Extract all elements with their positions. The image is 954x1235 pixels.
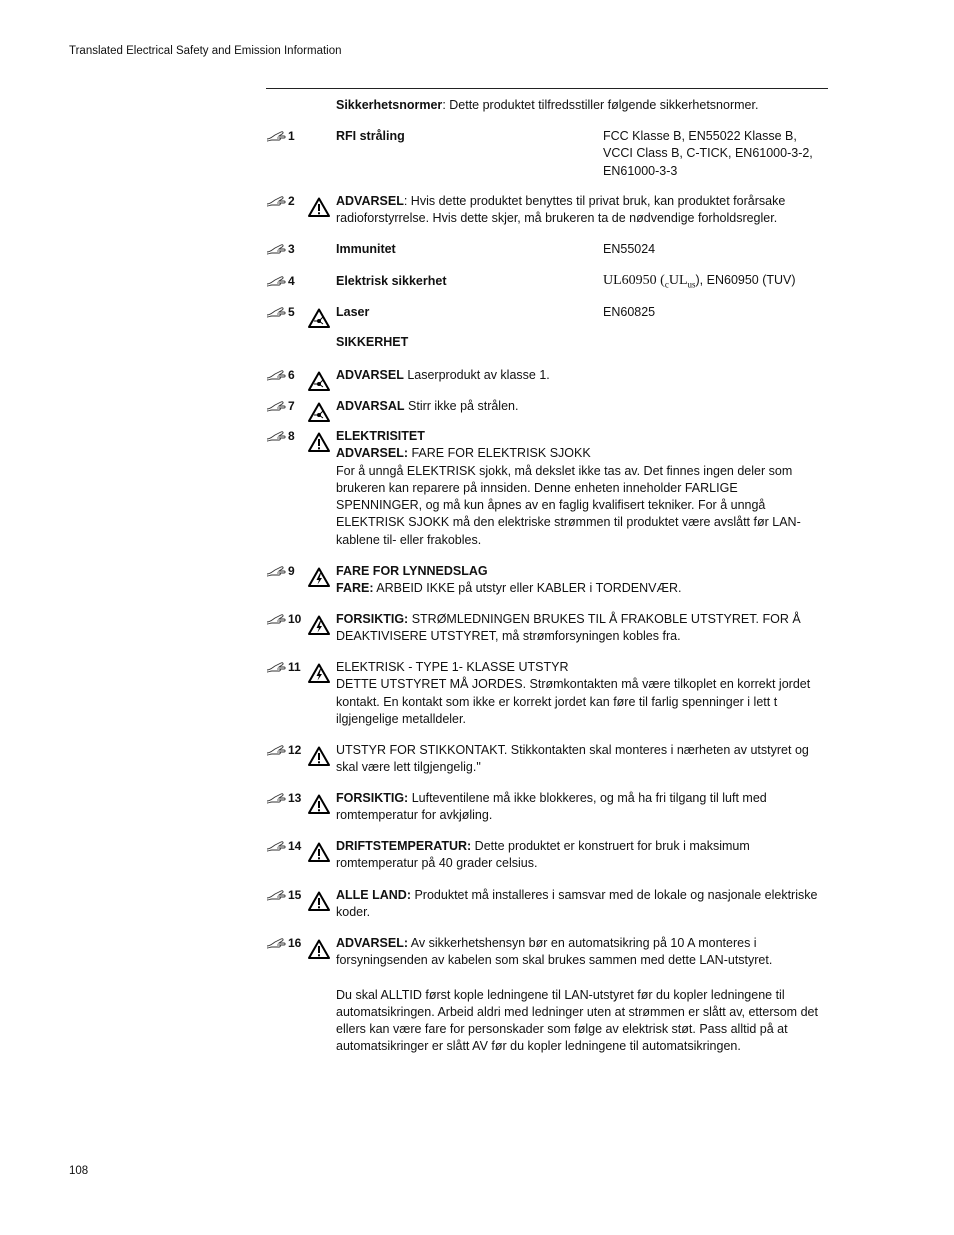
item-body: : Hvis dette produktet benyttes til privat bruk, kan produktet forårsake radioforstyrrelse. Hvis dette skjer, må brukeren ta de nødvendige forholdsregler.	[336, 194, 786, 226]
item-label: Immunitet	[336, 242, 396, 256]
item-number: 3	[288, 242, 295, 256]
lightning-warning-icon	[308, 615, 330, 635]
item-label: Elektrisk sikkerhet	[336, 274, 447, 288]
item-number: 9	[288, 564, 295, 578]
warning-exclamation-icon	[308, 842, 330, 862]
item-number: 10	[288, 612, 302, 626]
item-number: 13	[288, 791, 302, 805]
item-body: ARBEID IKKE på utstyr eller KABLER i TORDENVÆR.	[373, 581, 682, 596]
item-label: FORSIKTIG:	[336, 791, 409, 805]
item-title: FARE FOR LYNNEDSLAG	[336, 564, 488, 578]
pointing-hand-icon	[266, 937, 286, 949]
item-text: UTSTYR FOR STIKKONTAKT. Stikkontakten skal monteres i nærheten av utstyret og skal være lett tilgjengelig."	[336, 743, 809, 775]
pointing-hand-icon	[266, 744, 286, 756]
ul-us-mark: us	[687, 279, 696, 290]
item-body: STRØMLEDNINGEN BRUKES TIL Å FRAKOBLE UTSTYRET. FOR Å DEAKTIVISERE UTSTYRET, må strømforsyningen kobles fra.	[336, 612, 801, 644]
pointing-hand-icon	[266, 792, 286, 804]
pointing-hand-icon	[266, 840, 286, 852]
item-body: FARE FOR ELEKTRISK SJOKK	[408, 446, 591, 461]
page-header: Translated Electrical Safety and Emission Information	[69, 45, 342, 57]
item-text	[336, 838, 826, 873]
warning-exclamation-icon	[308, 891, 330, 911]
item-text	[336, 193, 826, 228]
item-number: 7	[288, 399, 295, 413]
page-number: 108	[69, 1165, 89, 1177]
item-value: EN60825	[603, 305, 656, 319]
item-title: ELEKTRISK - TYPE 1- KLASSE UTSTYR	[336, 660, 569, 674]
ul-c-mark: c	[664, 279, 669, 290]
item-label: Laser	[336, 305, 370, 319]
item-label: FARE:	[336, 581, 374, 596]
item-text	[336, 398, 826, 415]
lightning-warning-icon	[308, 663, 330, 683]
item-number: 12	[288, 743, 302, 757]
intro-label: Sikkerhetsnormer	[336, 98, 443, 112]
item-value: FCC Klasse B, EN55022 Klasse B, VCCI Class B, C-TICK, EN61000-3-2, EN61000-3-3	[603, 129, 813, 178]
warning-exclamation-icon	[308, 432, 330, 452]
intro-body: : Dette produktet tilfredsstiller følgende sikkerhetsnormer.	[442, 98, 759, 112]
item-number: 14	[288, 839, 302, 853]
item-label: ALLE LAND:	[336, 888, 411, 902]
header-rule	[266, 88, 828, 89]
item-title: ELEKTRISITET	[336, 429, 425, 443]
item-value: EN55024	[603, 242, 656, 256]
item-paragraph: For å unngå ELEKTRISK sjokk, må dekslet ikke tas av. Det finnes ingen deler som brukeren kan reparere på innsiden. Denne enheten inneholder FARLIGE SPENNINGER, og må kun åpnes av en faglig kvalifisert tekniker. For å unngå ELEKTRISK SJOKK må den elektriske strømmen til produktet være avslått før LAN-kablene til- eller frakobles.	[336, 463, 801, 547]
pointing-hand-icon	[266, 565, 286, 577]
pointing-hand-icon	[266, 275, 286, 287]
pointing-hand-icon	[266, 661, 286, 673]
item-number: 15	[288, 888, 302, 902]
item-text	[336, 935, 826, 1056]
item-number: 4	[288, 274, 295, 288]
warning-exclamation-icon	[308, 939, 330, 959]
item-number: 16	[288, 936, 302, 950]
item-text	[336, 428, 826, 549]
item-label: ADVARSEL:	[336, 936, 408, 950]
item-body: Dette produktet er konstruert for bruk i maksimum romtemperatur på 40 grader celsius.	[336, 839, 750, 871]
item-number: 5	[288, 305, 295, 319]
item-body: Stirr ikke på strålen.	[404, 399, 519, 413]
item-text	[336, 659, 826, 728]
laser-warning-icon	[308, 371, 330, 391]
item-body: Av sikkerhetshensyn bør en automatsikring på 10 A monteres i forsyningsenden av kabelen som skal brukes sammen med dette LAN-utstyret.	[336, 936, 773, 968]
item-label: DRIFTSTEMPERATUR:	[336, 839, 472, 853]
section-heading: SIKKERHET	[336, 335, 409, 349]
ul-rest: ), EN60950 (TUV)	[695, 273, 796, 287]
item-body: Laserprodukt av klasse 1.	[403, 368, 550, 382]
ul-standard: UL60950 (	[603, 273, 665, 288]
pointing-hand-icon	[266, 369, 286, 381]
item-label: ADVARSEL	[336, 368, 404, 382]
item-number: 1	[288, 129, 295, 143]
item-text	[336, 367, 826, 384]
item-number: 8	[288, 429, 295, 443]
pointing-hand-icon	[266, 889, 286, 901]
laser-warning-icon	[308, 402, 330, 422]
item-label: ADVARSEL	[336, 194, 404, 208]
item-number: 2	[288, 194, 295, 208]
item-text	[336, 790, 826, 825]
item-paragraph: DETTE UTSTYRET MÅ JORDES. Strømkontakten må være tilkoplet en korrekt jordet kontakt. En kontakt som ikke er korrekt jordet kan føre til farlig spenninger i lett t ilgjengelige metalldeler.	[336, 677, 811, 726]
item-body: Produktet må installeres i samsvar med de lokale og nasjonale elektriske koder.	[336, 888, 818, 920]
item-label: ADVARSEL:	[336, 446, 408, 461]
pointing-hand-icon	[266, 613, 286, 625]
pointing-hand-icon	[266, 243, 286, 255]
pointing-hand-icon	[266, 306, 286, 318]
warning-exclamation-icon	[308, 746, 330, 766]
lightning-warning-icon	[308, 567, 330, 587]
item-number: 11	[288, 660, 301, 674]
pointing-hand-icon	[266, 130, 286, 142]
warning-exclamation-icon	[308, 794, 330, 814]
item-body: Lufteventilene må ikke blokkeres, og må ha fri tilgang til luft med romtemperatur for avkjøling.	[336, 791, 767, 823]
item-number: 6	[288, 368, 295, 382]
item-value	[603, 272, 828, 294]
item-label: ADVARSAL	[336, 399, 405, 413]
intro-text	[336, 97, 826, 114]
ul-mark: UL	[668, 273, 688, 288]
item-label: RFI stråling	[336, 129, 405, 143]
pointing-hand-icon	[266, 400, 286, 412]
pointing-hand-icon	[266, 195, 286, 207]
item-label: FORSIKTIG:	[336, 612, 409, 626]
item-text	[336, 563, 826, 598]
pointing-hand-icon	[266, 430, 286, 442]
item-text	[336, 887, 826, 922]
laser-warning-icon	[308, 308, 330, 328]
item-text	[336, 611, 826, 646]
warning-exclamation-icon	[308, 197, 330, 217]
item-paragraph: Du skal ALLTID først kople ledningene til LAN-utstyret før du kopler ledningene til automatsikringen. Arbeid aldri med ledninger uten at strømmen er slått av, ettersom det ellers kan være fare for personskader som følge av elektrisk støt. Pass alltid på at automatsikringer er slått AV før du kopler ledningene til automatsikringen.	[336, 987, 818, 1054]
